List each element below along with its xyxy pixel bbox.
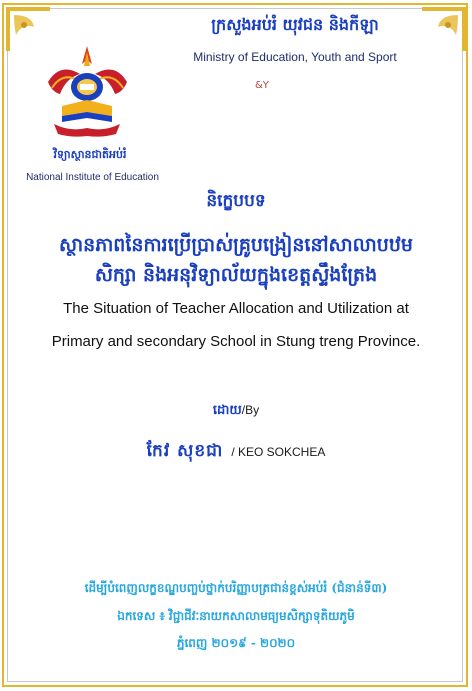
footer-purpose: ដើម្បីបំពេញលក្ខខណ្ឌបញ្ចប់ថ្នាក់បរិញ្ញាបត្រជាន់ខ្ពស់អប់រំ (ជំនាន់ទី៣) [84, 581, 388, 595]
divider-ornament: &Y [255, 80, 269, 91]
byline [0, 402, 472, 421]
footer-place-year: ភ្នំពេញ ២០១៩ - ២០២០ [176, 636, 296, 650]
ministry-name-english: Ministry of Education, Youth and Sport [193, 50, 397, 64]
nie-logo-icon [40, 42, 135, 142]
author-row [0, 440, 472, 465]
title-khmer-line-1: ស្ថានភាពនៃការប្រើប្រាស់គ្រូបង្រៀននៅសាលាបឋម [59, 234, 413, 256]
corner-ornament-icon [420, 5, 468, 53]
ministry-name-khmer: ក្រសួងអប់រំ យុវជន និងកីឡា [211, 15, 379, 34]
author-name-english: / KEO SOKCHEA [231, 445, 326, 459]
author-name-khmer: កែវ សុខជា [146, 441, 224, 461]
title-english-line-2: Primary and secondary School in Stung treng Province. [51, 333, 421, 350]
institute-name-khmer: វិទ្យាស្ថានជាតិអប់រំ [53, 148, 127, 161]
institute-name-english: National Institute of Education [26, 172, 159, 183]
by-label-khmer: ដោយ [212, 403, 242, 418]
footer-specialization: ឯកទេស ៖ វិជ្ជាជីវៈនាយកសាលាមធ្យមសិក្សាទុតិយភូមិ [117, 609, 355, 623]
document-type-khmer: និក្ខេបបទ [206, 191, 266, 211]
by-label-english: /By [241, 403, 260, 417]
title-english-line-1: The Situation of Teacher Allocation and Utilization at [63, 300, 409, 317]
title-khmer-line-2: សិក្សា និងអនុវិទ្យាល័យក្នុងខេត្តស្ទឹងត្រែង [94, 264, 378, 286]
